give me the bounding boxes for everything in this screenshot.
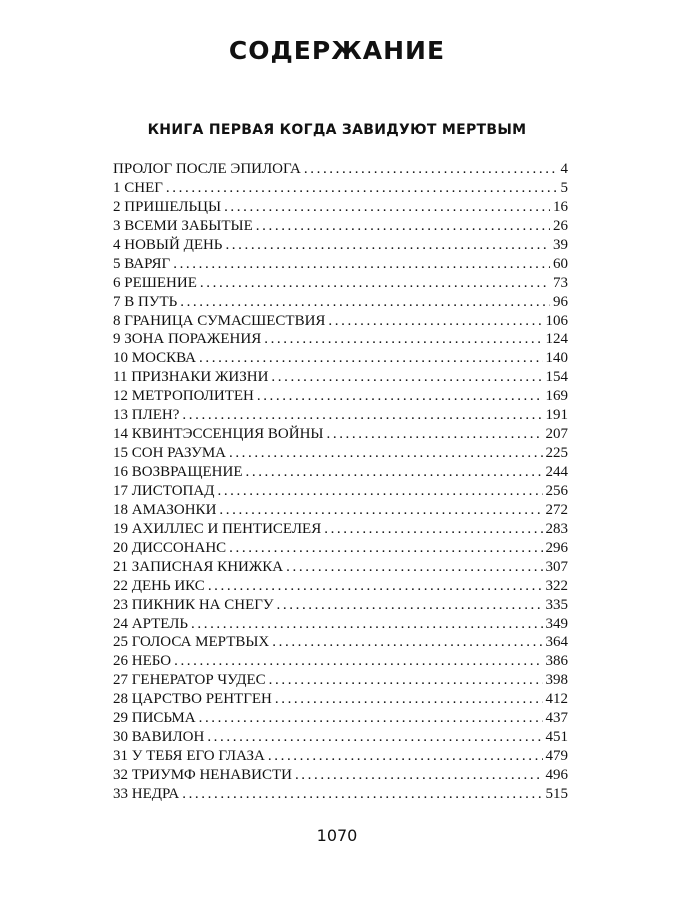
dot-leader — [207, 728, 542, 747]
toc-entry — [113, 690, 568, 709]
toc-entry — [113, 766, 568, 785]
toc-entry-title: 11 ПРИЗНАКИ ЖИЗНИ — [113, 369, 269, 386]
dot-leader — [256, 217, 550, 236]
toc-entry — [113, 596, 568, 615]
toc-entry-title: 10 МОСКВА — [113, 350, 197, 367]
dot-leader — [328, 312, 542, 331]
toc-entry — [113, 520, 568, 539]
section-heading: КНИГА ПЕРВАЯ КОГДА ЗАВИДУЮТ МЕРТВЫМ — [147, 122, 527, 138]
toc-entry-page: 96 — [553, 293, 568, 310]
toc-entry-title: 16 ВОЗВРАЩЕНИЕ — [113, 464, 243, 480]
page-title: СОДЕРЖАНИЕ — [228, 36, 446, 65]
dot-leader — [229, 444, 543, 463]
dot-leader — [269, 671, 543, 690]
dot-leader — [219, 501, 542, 520]
toc-entry-page: 106 — [545, 312, 568, 329]
toc-entry-page: 124 — [545, 331, 568, 348]
toc-entry-title: 24 АРТЕЛЬ — [113, 615, 189, 632]
toc-entry-title: 15 СОН РАЗУМА — [113, 445, 226, 462]
toc-entry — [113, 217, 568, 236]
dot-leader — [257, 387, 543, 406]
dot-leader — [217, 482, 542, 501]
dot-leader — [225, 236, 550, 255]
toc-entry — [113, 633, 568, 652]
toc-entry-title: 19 АХИЛЛЕС И ПЕНТИСЕЛЕЯ — [113, 520, 322, 537]
toc-entry-page: 322 — [545, 577, 568, 594]
toc-entry-page: 140 — [545, 350, 568, 367]
toc-entry — [113, 179, 568, 198]
toc-entry-title: 3 ВСЕМИ ЗАБЫТЫЕ — [113, 217, 253, 234]
toc-entry-title: 4 НОВЫЙ ДЕНЬ — [113, 236, 223, 253]
dot-leader — [277, 596, 543, 615]
dot-leader — [229, 539, 542, 558]
toc-entry — [113, 330, 568, 349]
dot-leader — [286, 558, 542, 577]
toc-entry-title: 26 НЕБО — [113, 653, 172, 670]
toc-entry-title: 6 РЕШЕНИЕ — [113, 274, 197, 291]
toc-entry-page: 437 — [545, 710, 568, 727]
dot-leader — [246, 463, 543, 482]
toc-entry — [113, 577, 568, 596]
toc-entry-page: 496 — [545, 767, 568, 783]
toc-entry-page: 154 — [545, 369, 568, 386]
toc-entry-page: 16 — [553, 198, 568, 215]
toc-entry-title: 20 ДИССОНАНС — [113, 539, 227, 556]
toc-entry-title: 18 АМАЗОНКИ — [113, 501, 217, 518]
dot-leader — [166, 179, 558, 198]
toc-entry — [113, 387, 568, 406]
dot-leader — [295, 766, 543, 785]
toc-entry-title: 1 СНЕГ — [113, 179, 163, 196]
toc-entry — [113, 501, 568, 520]
toc-entry-page: 515 — [545, 785, 568, 802]
dot-leader — [304, 160, 558, 179]
toc-entry-title: ПРОЛОГ ПОСЛЕ ЭПИЛОГА — [113, 161, 301, 177]
toc-entry-page: 349 — [545, 615, 568, 632]
toc-entry — [113, 615, 568, 634]
dot-leader — [324, 520, 542, 539]
toc-entry-page: 364 — [545, 634, 568, 651]
dot-leader — [174, 652, 542, 671]
toc-entry-page: 451 — [545, 729, 568, 746]
toc-entry-page: 26 — [553, 217, 568, 234]
toc-entry-title: 27 ГЕНЕРАТОР ЧУДЕС — [113, 672, 266, 689]
dot-leader — [191, 615, 542, 634]
dot-leader — [173, 255, 550, 274]
toc-entry — [113, 425, 568, 444]
toc-entry-page: 207 — [545, 426, 568, 443]
toc-entry-page: 4 — [560, 161, 568, 177]
toc-entry-page: 73 — [553, 274, 568, 291]
toc-entry-page: 386 — [545, 653, 568, 670]
toc-entry-page: 169 — [545, 388, 568, 405]
dot-leader — [268, 747, 543, 766]
toc-entry-title: 30 ВАВИЛОН — [113, 729, 205, 746]
toc-entry — [113, 255, 568, 274]
dot-leader — [199, 349, 542, 368]
dot-leader — [224, 198, 550, 217]
toc-entry-title: 5 ВАРЯГ — [113, 255, 171, 272]
toc-entry-page: 225 — [545, 445, 568, 462]
toc-entry-page: 335 — [545, 596, 568, 613]
toc-entry-title: 23 ПИКНИК НА СНЕГУ — [113, 596, 274, 613]
toc-entry — [113, 652, 568, 671]
toc-entry — [113, 160, 568, 179]
dot-leader — [264, 330, 542, 349]
dot-leader — [275, 690, 543, 709]
toc-entry-page: 398 — [545, 672, 568, 689]
toc-entry-page: 191 — [545, 407, 568, 424]
toc-entry-title: 21 ЗАПИСНАЯ КНИЖКА — [113, 558, 284, 575]
toc-entry-page: 296 — [545, 539, 568, 556]
toc-entry-page: 244 — [545, 464, 568, 480]
toc-entry-page: 412 — [545, 691, 568, 708]
toc-entry-title: 7 В ПУТЬ — [113, 293, 178, 310]
dot-leader — [272, 633, 542, 652]
toc-entry-title: 12 МЕТРОПОЛИТЕН — [113, 388, 254, 405]
toc-entry — [113, 312, 568, 331]
toc-entry-title: 13 ПЛЕН? — [113, 407, 180, 424]
toc-entry-title: 33 НЕДРА — [113, 785, 180, 802]
toc-entry — [113, 293, 568, 312]
toc-entry — [113, 558, 568, 577]
table-of-contents — [113, 160, 568, 804]
toc-entry — [113, 709, 568, 728]
toc-entry-page: 272 — [545, 501, 568, 518]
toc-entry — [113, 274, 568, 293]
toc-entry-page: 479 — [545, 748, 568, 765]
toc-entry — [113, 747, 568, 766]
toc-entry-page: 256 — [545, 482, 568, 499]
toc-entry — [113, 463, 568, 482]
dot-leader — [327, 425, 543, 444]
toc-entry-title: 2 ПРИШЕЛЬЦЫ — [113, 198, 222, 215]
dot-leader — [271, 368, 542, 387]
toc-entry — [113, 539, 568, 558]
toc-entry — [113, 671, 568, 690]
toc-entry — [113, 198, 568, 217]
dot-leader — [182, 785, 542, 804]
toc-entry — [113, 482, 568, 501]
toc-entry-title: 28 ЦАРСТВО РЕНТГЕН — [113, 691, 272, 708]
dot-leader — [208, 577, 543, 596]
toc-entry-title: 9 ЗОНА ПОРАЖЕНИЯ — [113, 331, 262, 348]
toc-entry-title: 29 ПИСЬМА — [113, 710, 196, 727]
page-number: 1070 — [316, 826, 358, 845]
dot-leader — [182, 406, 542, 425]
toc-entry-title: 31 У ТЕБЯ ЕГО ГЛАЗА — [113, 748, 265, 765]
toc-entry-title: 22 ДЕНЬ ИКС — [113, 577, 205, 594]
toc-entry — [113, 406, 568, 425]
toc-entry — [113, 728, 568, 747]
toc-entry — [113, 785, 568, 804]
dot-leader — [200, 274, 550, 293]
toc-entry-title: 8 ГРАНИЦА СУМАСШЕСТВИЯ — [113, 312, 326, 329]
toc-entry-page: 307 — [545, 558, 568, 575]
dot-leader — [180, 293, 550, 312]
toc-entry-page: 283 — [545, 520, 568, 537]
toc-entry-title: 25 ГОЛОСА МЕРТВЫХ — [113, 634, 270, 651]
toc-entry-page: 60 — [553, 255, 568, 272]
dot-leader — [199, 709, 543, 728]
toc-entry-page: 39 — [553, 236, 568, 253]
toc-entry-title: 14 КВИНТЭССЕНЦИЯ ВОЙНЫ — [113, 426, 324, 443]
toc-entry — [113, 444, 568, 463]
toc-entry — [113, 368, 568, 387]
toc-entry-title: 17 ЛИСТОПАД — [113, 482, 215, 499]
toc-entry-title: 32 ТРИУМФ НЕНАВИСТИ — [113, 767, 292, 783]
toc-entry — [113, 236, 568, 255]
toc-entry-page: 5 — [560, 179, 568, 196]
toc-entry — [113, 349, 568, 368]
